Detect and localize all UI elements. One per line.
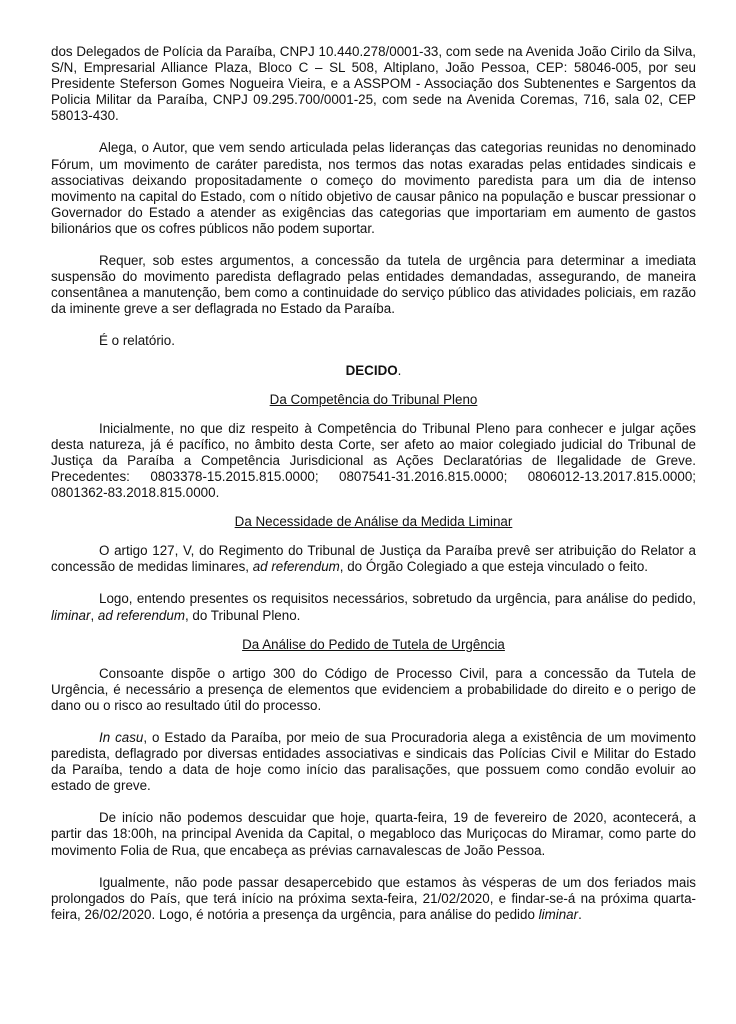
italic-run: liminar [538,906,579,922]
paragraph-feriado [51,875,696,923]
italic-run: ad referendum [252,559,340,575]
text-run: , do Tribunal Pleno. [184,607,301,623]
decido-label: DECIDO [345,362,398,378]
decido-heading [51,363,696,379]
section-heading-tutela-text: Da Análise do Pedido de Tutela de Urgência [242,636,505,652]
section-heading-competencia-text: Da Competência do Tribunal Pleno [269,391,478,407]
text-run: Igualmente, não pode passar desapercebido que estamos às vésperas de um dos feriados mais prolongados do País, que terá início na próxima sexta-feira, 21/02/2020, e findar-se-á na próxima quarta-feira, 26/02/2020. Logo, é notória a presença da urgência, para análise do pedido [51,874,696,922]
text-run: , do Órgão Colegiado a que esteja vinculado o feito. [339,559,648,575]
text-run: , o Estado da Paraíba, por meio de sua Procuradoria alega a existência de um movimento paredista, deflagrado por diversas entidades associativas e sindicais das Polícias Civil e Militar do Estado da Paraíba, tendo a data de hoje como início das paralisações, que possuem como condão evoluir ao estado de greve. [51,730,696,794]
italic-run: In casu [99,730,144,745]
text-run: Logo, entendo presentes os requisitos necessários, sobretudo da urgência, para análise do pedido, [99,591,696,607]
paragraph-allegation: Alega, o Autor, que vem sendo articulada pelas lideranças das categorias reunidas no denominado Fórum, um movimento de caráter paredista, nos termos das notas exaradas pelas entidades sindicais e associativas deixando propositadamente o começo do movimento paredista para um dia de intenso movimento na capital do Estado, com o nítido objetivo de causar pânico na população e buscar pressionar o Governador do Estado a atender as exigências das categorias que importariam em aumento de gastos bilionários que os cofres públicos não podem suportar. [51,140,696,236]
italic-run: ad referendum [97,607,185,623]
paragraph-carnaval: De início não podemos descuidar que hoje, quarta-feira, 19 de fevereiro de 2020, acontecerá, a partir das 18:00h, na principal Avenida da Capital, o megabloco das Muriçocas do Miramar, como parte do movimento Folia de Rua, que encabeça as prévias carnavalescas de João Pessoa. [51,810,696,858]
paragraph-parties: dos Delegados de Polícia da Paraíba, CNPJ 10.440.278/0001-33, com sede na Avenida João Cirilo da Silva, S/N, Empresarial Alliance Plaza, Bloco C – SL 508, Altiplano, João Pessoa, CEP: 58046-005, por seu Presidente Steferson Gomes Nogueira Vieira, e a ASSPOM - Associação dos Subtenentes e Sargentos da Policia Militar da Paraíba, CNPJ 09.295.700/0001-25, com sede na Avenida Coremas, 716, sala 02, CEP 58013-430. [51,44,696,124]
text-run: O artigo 127, V, do Regimento do Tribunal de Justiça da Paraíba prevê ser atribuição do Relator a concessão de medidas liminares, [51,543,696,575]
section-heading-liminar-text: Da Necessidade de Análise da Medida Liminar [234,514,513,530]
section-heading-liminar [51,514,696,530]
section-heading-tutela [51,637,696,653]
paragraph-cpc300: Consoante dispõe o artigo 300 do Código de Processo Civil, para a concessão da Tutela de Urgência, é necessário a presença de elementos que evidenciem a probabilidade do direito e o perigo de dano ou o risco ao resultado útil do processo. [51,665,696,713]
paragraph-request: Requer, sob estes argumentos, a concessão da tutela de urgência para determinar a imediata suspensão do movimento paredista deflagrado pelas entidades demandadas, assegurando, de maneira consentânea a manutenção, bem como a continuidade do serviço público das atividades policiais, em razão da iminente greve a ser deflagrada no Estado da Paraíba. [51,253,696,317]
section-heading-competencia [51,392,696,408]
paragraph-competencia: Inicialmente, no que diz respeito à Competência do Tribunal Pleno para conhecer e julgar ações desta natureza, já é pacífico, no âmbito desta Corte, ser afeto ao maior colegiado judicial do Tribunal de Justiça da Paraíba a Competência Jurisdicional as Ações Declaratórias de Ilegalidade de Greve. Precedentes: 0803378-15.2015.815.0000; 0807541-31.2016.815.0000; 0806012-13.2017.815.0000; 0801362-83.2018.815.0000. [51,420,696,501]
paragraph-in-casu [51,730,696,794]
paragraph-requisitos [51,591,696,623]
decido-dot: . [397,362,402,378]
text-run: , [90,607,98,623]
paragraph-report: É o relatório. [99,333,175,349]
paragraph-regimento [51,543,696,575]
italic-run: liminar [51,607,91,623]
text-run: . [578,906,582,922]
